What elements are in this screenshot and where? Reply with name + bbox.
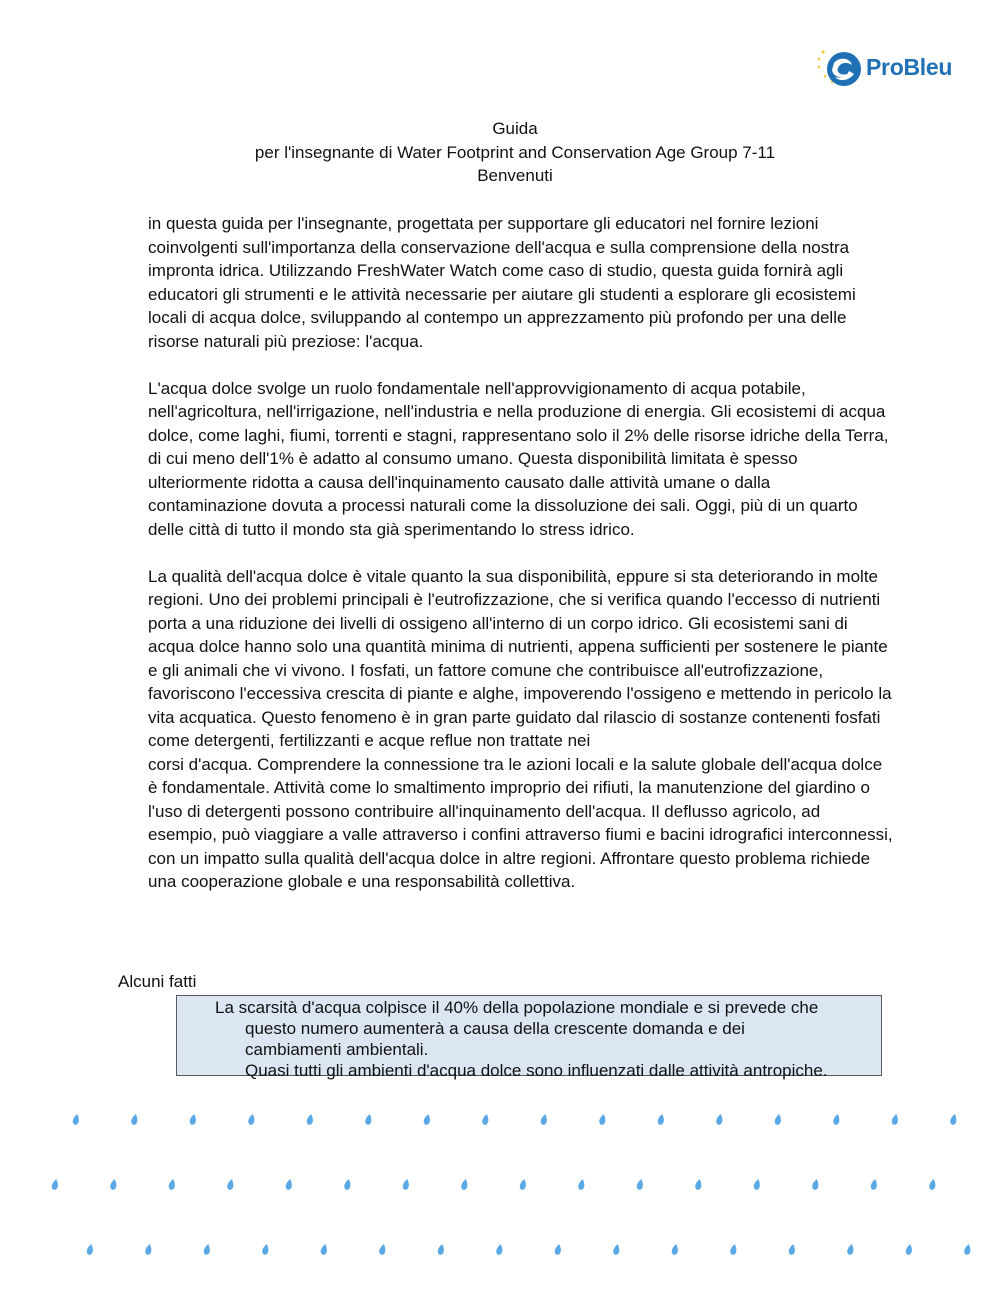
water-drop-icon — [833, 1114, 841, 1126]
facts-box — [176, 995, 882, 1080]
water-drop-icon — [657, 1114, 665, 1126]
water-drop-icon — [695, 1179, 703, 1191]
fact-anthropic-impact: Quasi tutti gli ambienti d'acqua dolce sono influenzati dalle attività antropiche. — [245, 1061, 828, 1080]
water-drop-icon — [344, 1179, 352, 1191]
water-drop-icon — [189, 1114, 197, 1126]
title-line-subtitle: per l'insegnante di Water Footprint and Conservation Age Group 7-11 — [254, 142, 776, 162]
water-drop-icon — [306, 1114, 314, 1126]
water-drop-icon — [716, 1114, 724, 1126]
water-drop-icon — [613, 1244, 621, 1256]
water-drop-icon — [636, 1179, 644, 1191]
water-drop-icon — [812, 1179, 820, 1191]
water-drop-icon — [496, 1244, 504, 1256]
water-drop-icon — [774, 1114, 782, 1126]
water-drop-icon — [168, 1179, 176, 1191]
water-drop-icon — [730, 1244, 738, 1256]
water-drop-icon — [964, 1244, 972, 1256]
water-drop-icon — [379, 1244, 387, 1256]
water-drop-icon — [753, 1179, 761, 1191]
water-drop-icon — [51, 1179, 59, 1191]
water-drop-icon — [423, 1114, 431, 1126]
water-drop-icon — [905, 1244, 913, 1256]
fact-line: cambiamenti ambientali. — [245, 1040, 429, 1059]
fact-water-scarcity — [177, 997, 881, 1060]
water-drop-icon — [461, 1179, 469, 1191]
paragraph-water-quality: La qualità dell'acqua dolce è vitale quanto la sua disponibilità, eppure si sta deteriorando in molte regioni. Uno dei problemi principali è l'eutrofizzazione, che si verifica quando l'eccesso di nutrienti porta a una riduzione dei livelli di ossigeno all'interno di un corpo idrico. Gli ecosistemi sani di acqua dolce hanno solo una quantità minima di nutrienti, appena sufficienti per sostenere le piante e gli animali che vi vivono. I fosfati, un fattore comune che contribuisce all'eutrofizzazione, favoriscono l'eccessiva crescita di piante e alghe, impoverendo l'ossigeno e mettendo in pericolo la vita acquatica. Questo fenomeno è in gran parte guidato dal rilascio di sostanze contenenti fosfati come detergenti, fertilizzanti e acque reflue non trattate nei — [148, 566, 892, 750]
document-title — [0, 117, 1000, 188]
water-drop-icon — [870, 1179, 878, 1191]
water-drop-icon — [891, 1114, 899, 1126]
probleu-logo-icon — [816, 46, 864, 92]
water-drop-icon — [482, 1114, 490, 1126]
title-line-guida: Guida — [492, 119, 538, 138]
water-drop-icon — [262, 1244, 270, 1256]
fact-line: questo numero aumenterà a causa della crescente domanda e dei — [245, 1019, 745, 1038]
water-drop-icon — [86, 1244, 94, 1256]
paragraph-intro: in questa guida per l'insegnante, progettata per supportare gli educatori nel fornire lezioni coinvolgenti sull'importanza della conservazione dell'acqua e sulla comprensione della nostra impronta idrica. Utilizzando FreshWater Watch come caso di studio, questa guida fornirà agli educatori gli strumenti e le attività necessarie per aiutare gli studenti a esplorare gli ecosistemi locali di acqua dolce, sviluppando al contempo un apprezzamento più profondo per una delle risorse naturali più preziose: l'acqua. — [148, 214, 856, 351]
water-drop-icon — [203, 1244, 211, 1256]
facts-heading: Alcuni fatti — [118, 972, 197, 991]
water-drops-decoration — [0, 1100, 1000, 1280]
water-drop-icon — [402, 1179, 410, 1191]
water-drop-icon — [437, 1244, 445, 1256]
water-drop-icon — [365, 1114, 373, 1126]
water-drop-icon — [131, 1114, 139, 1126]
paragraph-global-connection: corsi d'acqua. Comprendere la connessione tra le azioni locali e la salute globale dell'acqua dolce è fondamentale. Attività come lo smaltimento improprio dei rifiuti, la manutenzione del giardino o l'uso di detergenti possono contribuire all'inquinamento dell'acqua. Il deflusso agricolo, ad esempio, può viaggiare a valle attraverso i confini attraverso fiumi e bacini idrografici interconnessi, con un impatto sulla qualità dell'acqua dolce in altre regioni. Affrontare questo problema richiede una cooperazione globale e una responsabilità collettiva. — [148, 754, 893, 891]
water-drop-icon — [578, 1179, 586, 1191]
water-drop-icon — [788, 1244, 796, 1256]
water-drop-icon — [227, 1179, 235, 1191]
water-drop-icon — [929, 1179, 937, 1191]
body-text — [148, 212, 893, 917]
water-drop-icon — [540, 1114, 548, 1126]
paragraph-freshwater-role: L'acqua dolce svolge un ruolo fondamentale nell'approvvigionamento di acqua potabile, nell'agricoltura, nell'irrigazione, nell'industria e nella produzione di energia. Gli ecosistemi di acqua dolce, come laghi, fiumi, torrenti e stagni, rappresentano solo il 2% delle risorse idriche della Terra, di cui meno dell'1% è adatto al consumo umano. Questa disponibilità limitata è spesso ulteriormente ridotta a causa dell'inquinamento causato dalle attività umane o dalla contaminazione dovuta a processi naturali come la dissoluzione dei sali. Oggi, più di un quarto delle città di tutto il mondo sta già sperimentando lo stress idrico. — [148, 378, 889, 539]
title-line-welcome: Benvenuti — [477, 166, 553, 185]
water-drop-icon — [145, 1244, 153, 1256]
water-drop-icon — [72, 1114, 80, 1126]
water-drop-icon — [950, 1114, 958, 1126]
probleu-logo — [816, 46, 966, 92]
water-drop-icon — [554, 1244, 562, 1256]
water-drop-icon — [599, 1114, 607, 1126]
water-drop-icon — [671, 1244, 679, 1256]
water-drop-icon — [248, 1114, 256, 1126]
water-drop-icon — [285, 1179, 293, 1191]
water-drop-icon — [110, 1179, 118, 1191]
water-drop-icon — [847, 1244, 855, 1256]
fact-line: La scarsità d'acqua colpisce il 40% della popolazione mondiale e si prevede che — [215, 998, 819, 1017]
water-drop-icon — [320, 1244, 328, 1256]
brand-name: ProBleu — [866, 54, 953, 80]
water-drop-icon — [519, 1179, 527, 1191]
